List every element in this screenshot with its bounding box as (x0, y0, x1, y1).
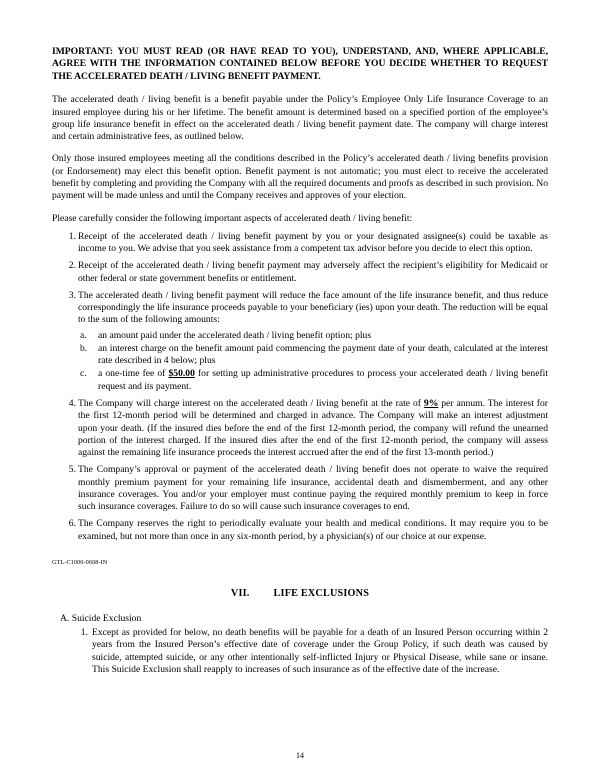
list-item (52, 464, 548, 513)
list-marker: 4. (68, 397, 76, 409)
suicide-exclusion-list (52, 627, 548, 676)
subsection-heading (52, 613, 548, 625)
list-item (52, 231, 548, 256)
reduction-amounts-list (78, 330, 548, 393)
list-marker: 6. (68, 518, 76, 530)
list-item-text-before: a one-time fee of (98, 368, 169, 380)
list-item (78, 368, 548, 393)
list-marker: 1. (80, 627, 88, 639)
list-item-text: Receipt of the accelerated death / living benefit payment by you or your designated assignee(s) could be taxable as income to you. We advise that you seek assistance from a competent tax advisor before you decide to elect this option. (78, 230, 548, 255)
paragraph-consider-intro: Please carefully consider the following important aspects of accelerated death / living benefit: (52, 212, 413, 224)
important-notice-heading: IMPORTANT: YOU MUST READ (OR HAVE READ TO YOU), UNDERSTAND, AND, WHERE APPLICABLE, AGREE WITH THE INFORMATION CONTAINED BELOW BEFORE YOU DECIDE WHETHER TO REQUEST THE ACCELERATED DEATH / LIVING BENEFIT PAYMENT. (52, 46, 548, 82)
section-heading (52, 588, 548, 599)
list-item (52, 260, 548, 285)
paragraph-eligibility-conditions: Only those insured employees meeting all the conditions described in the Policy’s accelerated death / living benefits provision (or Endorsement) may elect this benefit option. Benefit payment is not automatic; you must elect to receive the accelerated benefit by completing and providing the Company with all the required documents and proofs as described in such provision. No payment will be made unless and until the Company receives and approves of your election. (52, 153, 548, 202)
list-marker: 2. (68, 260, 76, 272)
list-marker: 3. (68, 289, 76, 301)
section-title-text: LIFE EXCLUSIONS (273, 587, 370, 599)
list-item (78, 330, 548, 342)
list-item-text: The Company reserves the right to periodically evaluate your health and medical conditions. It may require you to be examined, but not more than once in any six-month period, by a physician(s) of our choice at our expense. (78, 518, 548, 542)
list-marker: a. (80, 329, 87, 341)
list-marker: c. (80, 368, 87, 380)
list-item-text: an amount paid under the accelerated death / living benefit option; plus (98, 329, 372, 341)
list-item (52, 627, 548, 676)
subsection-letter: A. (60, 612, 70, 624)
section-number: VII. (230, 587, 250, 599)
list-marker: 1. (68, 230, 76, 242)
list-item (52, 290, 548, 393)
list-item-text: The Company’s approval or payment of the accelerated death / living benefit does not operate to waive the required monthly premium payment for your remaining life insurance, accidental death and dismemberment, and any other insurance coverages. You and/or your employer must continue paying the required monthly premium to keep in force such insurance coverages. Failure to do so will cause such insurance coverages to end. (78, 464, 548, 513)
page-number: 14 (296, 751, 304, 760)
list-item-text-before: The Company will charge interest on the accelerated death / living benefit at the rate of (78, 397, 424, 409)
list-marker: 5. (68, 464, 76, 476)
subsection-title: Suicide Exclusion (71, 612, 142, 624)
list-item-text: The accelerated death / living benefit payment will reduce the face amount of the life insurance benefit, and thus reduce correspondingly the life insurance proceeds payable to your beneficiary (ies) upon your death. The reduction will be equal to the sum of the following amounts: (78, 289, 548, 326)
list-marker: b. (80, 342, 88, 354)
form-identifier: GTL-C1000-0608-IN (52, 558, 108, 566)
list-item-text: an interest charge on the benefit amount paid commencing the payment date of your death, calculated at the interest rate described in 4 below; plus (98, 342, 548, 367)
list-item (52, 398, 548, 459)
list-item-text-after: per annum. The interest for the first 12-month period will be determined and charged in advance. The Company will make an interest adjustment upon your death. (If the insured dies before the end of the first 12-month period, the company will refund the unearned portion of the interest charged. If the insured dies after the end of the first 12-month period, the company will assess against the remaining life insurance proceeds the interest accrued after the end of the first 13-month period.) (78, 397, 548, 459)
important-aspects-list (52, 231, 548, 543)
list-item-text: Except as provided for below, no death benefits will be payable for a death of an Insured Person occurring within 2 years from the Insured Person’s effective date of coverage under the Group Policy, if such death was caused by suicide, attempted suicide, or any other intentionally self-inflicted Injury or Physical Disease, while sane or insane. This Suicide Exclusion shall reapply to increases of such insurance as of the effective date of the increase. (92, 627, 548, 675)
interest-rate-value: 9% (423, 397, 439, 409)
list-item (52, 518, 548, 543)
paragraph-accelerated-benefit-definition: The accelerated death / living benefit is a benefit payable under the Policy’s Employee Only Life Insurance Coverage to an insured employee during his or her lifetime. The benefit amount is determined based on a specified portion of the employee’s group life insurance benefit in effect on the accelerated death / living benefit payment date. The company will charge interest and certain administrative fees, as outlined below. (52, 94, 548, 143)
administrative-fee-amount: $50.00 (168, 368, 195, 380)
list-item (78, 343, 548, 368)
list-item-text-after: for setting up administrative procedures to process your accelerated death / living benefit request and its payment. (98, 368, 548, 392)
list-item-text: Receipt of the accelerated death / living benefit payment may adversely affect the recipient’s eligibility for Medicaid or other federal or state government benefits or entitlement. (78, 260, 548, 284)
